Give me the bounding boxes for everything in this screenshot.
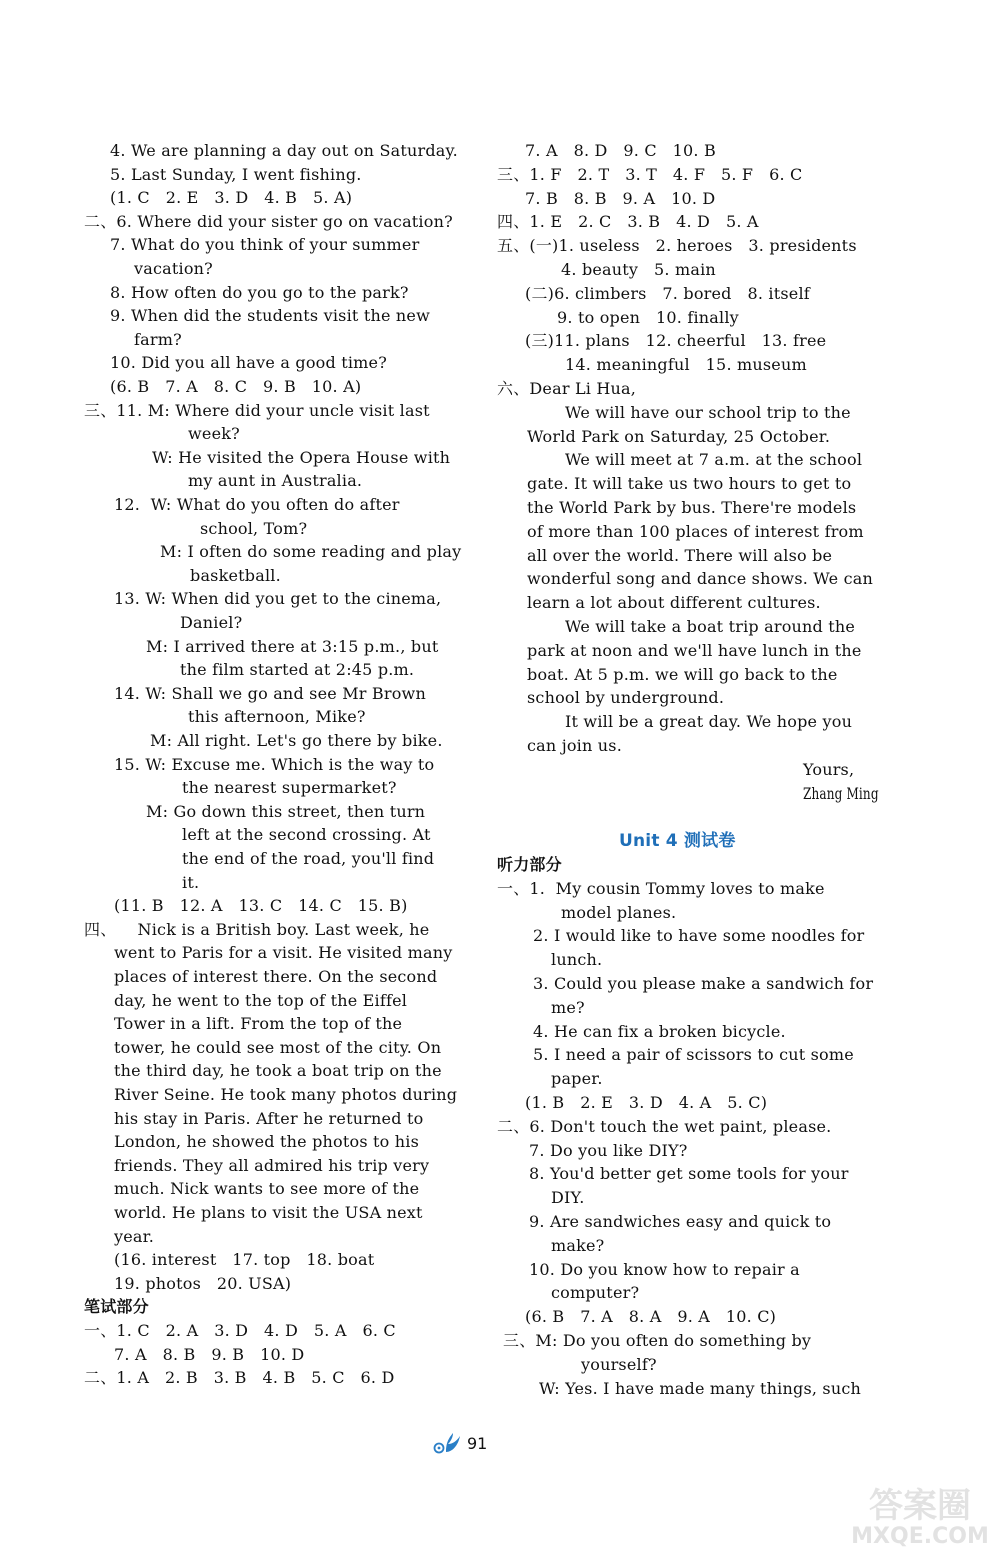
watermark-domain: MXQE.COM: [851, 1524, 989, 1549]
right-line: 二、6. Don't touch the wet paint, please.: [497, 1116, 832, 1136]
right-line: DIY.: [551, 1188, 585, 1208]
right-line: 4. He can fix a broken bicycle.: [533, 1021, 786, 1041]
left-line: 7. A 8. B 9. B 10. D: [114, 1344, 305, 1364]
left-line: 7. What do you think of your summer: [110, 235, 420, 255]
left-line: 12. W: What do you often do after: [114, 495, 400, 514]
left-line: (1. C 2. E 3. D 4. B 5. A): [110, 188, 353, 208]
left-line: (16. interest 17. top 18. boat: [114, 1250, 375, 1270]
right-line: school by underground.: [527, 688, 725, 708]
left-line: 15. W: Excuse me. Which is the way to: [114, 754, 435, 774]
right-line: learn a lot about different cultures.: [527, 593, 821, 613]
right-line: W: Yes. I have made many things, such: [539, 1378, 862, 1398]
right-line: (二)6. climbers 7. bored 8. itself: [525, 283, 810, 303]
left-line: the film started at 2:45 p.m.: [180, 660, 415, 680]
right-line: model planes.: [561, 902, 677, 922]
right-line: 三、M: Do you often do something by: [503, 1331, 812, 1350]
right-line: make?: [551, 1235, 605, 1255]
left-line: (11. B 12. A 13. C 14. C 15. B): [114, 896, 408, 916]
right-line: computer?: [551, 1283, 640, 1303]
right-line: We will take a boat trip around the: [565, 617, 856, 636]
left-line: 4. We are planning a day out on Saturday.: [110, 141, 458, 160]
right-line: 7. Do you like DIY?: [529, 1140, 688, 1160]
left-line: 10. Did you all have a good time?: [110, 353, 387, 373]
right-line: lunch.: [551, 950, 603, 970]
left-line: much. Nick wants to see more of the: [114, 1179, 420, 1199]
left-line: 13. W: When did you get to the cinema,: [114, 589, 442, 609]
right-line: 三、1. F 2. T 3. T 4. F 5. F 6. C: [497, 164, 803, 184]
right-line: 3. Could you please make a sandwich for: [533, 974, 874, 993]
page-number: 91: [467, 1434, 488, 1453]
left-line: 5. Last Sunday, I went fishing.: [110, 164, 362, 184]
right-line: 六、Dear Li Hua,: [497, 379, 637, 398]
left-line: M: I arrived there at 3:15 p.m., but: [146, 636, 439, 656]
right-line: (6. B 7. A 8. A 9. A 10. C): [525, 1307, 777, 1327]
left-line: London, he showed the photos to his: [114, 1132, 420, 1152]
left-line: 9. When did the students visit the new: [110, 306, 430, 326]
left-line: 三、11. M: Where did your uncle visit last: [84, 400, 430, 420]
right-line: 听力部分: [497, 855, 562, 874]
left-line: farm?: [134, 329, 182, 349]
swallow-logo-icon: [432, 1430, 466, 1456]
right-line: 4. beauty 5. main: [561, 260, 716, 279]
right-line: 五、(一)1. useless 2. heroes 3. presidents: [497, 236, 857, 256]
left-line: day, he went to the top of the Eiffel: [114, 990, 408, 1010]
right-line: paper.: [551, 1069, 603, 1089]
left-line: 19. photos 20. USA): [114, 1273, 292, 1293]
left-line: this afternoon, Mike?: [188, 707, 366, 727]
watermark-title: 答案圈: [869, 1486, 971, 1526]
left-line: friends. They all admired his trip very: [114, 1155, 430, 1175]
left-line: year.: [114, 1226, 155, 1246]
left-line: world. He plans to visit the USA next: [114, 1203, 423, 1222]
left-line: M: All right. Let's go there by bike.: [150, 731, 443, 750]
left-line: 一、1. C 2. A 3. D 4. D 5. A 6. C: [84, 1321, 396, 1340]
right-line: (1. B 2. E 3. D 4. A 5. C): [525, 1093, 768, 1112]
left-line: 二、1. A 2. B 3. B 4. B 5. C 6. D: [84, 1368, 395, 1388]
left-line: went to Paris for a visit. He visited many: [114, 943, 453, 963]
left-line: his stay in Paris. After he returned to: [114, 1108, 424, 1128]
right-line: 14. meaningful 15. museum: [565, 355, 807, 375]
left-line: M: Go down this street, then turn: [146, 801, 426, 821]
right-line: 一、1. My cousin Tommy loves to make: [497, 878, 825, 898]
right-line: 2. I would like to have some noodles for: [533, 926, 865, 946]
left-line: basketball.: [190, 565, 281, 585]
left-line: it.: [182, 872, 200, 892]
left-line: M: I often do some reading and play: [160, 542, 462, 562]
right-line: park at noon and we'll have lunch in the: [527, 640, 862, 660]
right-line: Yours,: [803, 759, 855, 779]
left-line: vacation?: [134, 259, 213, 278]
right-line: 9. to open 10. finally: [557, 307, 739, 327]
right-line: 7. A 8. D 9. C 10. B: [525, 141, 716, 160]
left-line: tower, he could see most of the city. On: [114, 1037, 442, 1057]
right-line: 5. I need a pair of scissors to cut some: [533, 1045, 854, 1065]
right-line: 四、1. E 2. C 3. B 4. D 5. A: [497, 212, 759, 232]
left-line: River Seine. He took many photos during: [114, 1085, 458, 1104]
left-line: places of interest there. On the second: [114, 967, 438, 986]
right-line: of more than 100 places of interest from: [527, 521, 864, 541]
watermark: [850, 1478, 990, 1558]
right-line: wonderful song and dance shows. We can: [527, 569, 873, 589]
left-line: the end of the road, you'll find: [182, 849, 435, 868]
left-line: school, Tom?: [200, 518, 308, 538]
left-line: the nearest supermarket?: [182, 778, 397, 798]
left-line: Tower in a lift. From the top of the: [114, 1014, 403, 1034]
left-line: 14. W: Shall we go and see Mr Brown: [114, 683, 426, 703]
right-line: World Park on Saturday, 25 October.: [527, 426, 831, 446]
left-line: week?: [188, 424, 240, 444]
left-line: left at the second crossing. At: [182, 825, 431, 845]
right-line: boat. At 5 p.m. we will go back to the: [527, 664, 838, 684]
right-line: Unit 4 测试卷: [619, 831, 736, 852]
right-line: We will meet at 7 a.m. at the school: [565, 450, 863, 470]
left-line: my aunt in Australia.: [188, 471, 363, 491]
right-line: 7. B 8. B 9. A 10. D: [525, 188, 716, 208]
right-line: me?: [551, 997, 585, 1017]
right-line: 8. You'd better get some tools for your: [529, 1164, 849, 1184]
right-line: all over the world. There will also be: [527, 545, 833, 565]
right-line: the World Park by bus. There're models: [527, 498, 857, 517]
right-line: We will have our school trip to the: [565, 402, 851, 422]
left-line: Daniel?: [180, 613, 243, 632]
right-line: can join us.: [527, 736, 622, 755]
left-line: 笔试部分: [84, 1297, 149, 1317]
left-line: 四、 Nick is a British boy. Last week, he: [84, 919, 430, 939]
left-line: W: He visited the Opera House with: [152, 447, 451, 467]
left-line: 二、6. Where did your sister go on vacation?: [84, 211, 453, 231]
right-line: It will be a great day. We hope you: [565, 712, 853, 732]
right-line: 9. Are sandwiches easy and quick to: [529, 1212, 832, 1231]
right-line: (三)11. plans 12. cheerful 13. free: [525, 331, 827, 351]
left-line: 8. How often do you go to the park?: [110, 282, 409, 302]
left-line: the third day, he took a boat trip on the: [114, 1061, 442, 1081]
left-line: (6. B 7. A 8. C 9. B 10. A): [110, 377, 362, 396]
right-line: gate. It will take us two hours to get to: [527, 474, 852, 494]
right-line: yourself?: [581, 1354, 657, 1374]
right-line: Zhang Ming: [803, 783, 879, 803]
right-line: 10. Do you know how to repair a: [529, 1259, 800, 1279]
